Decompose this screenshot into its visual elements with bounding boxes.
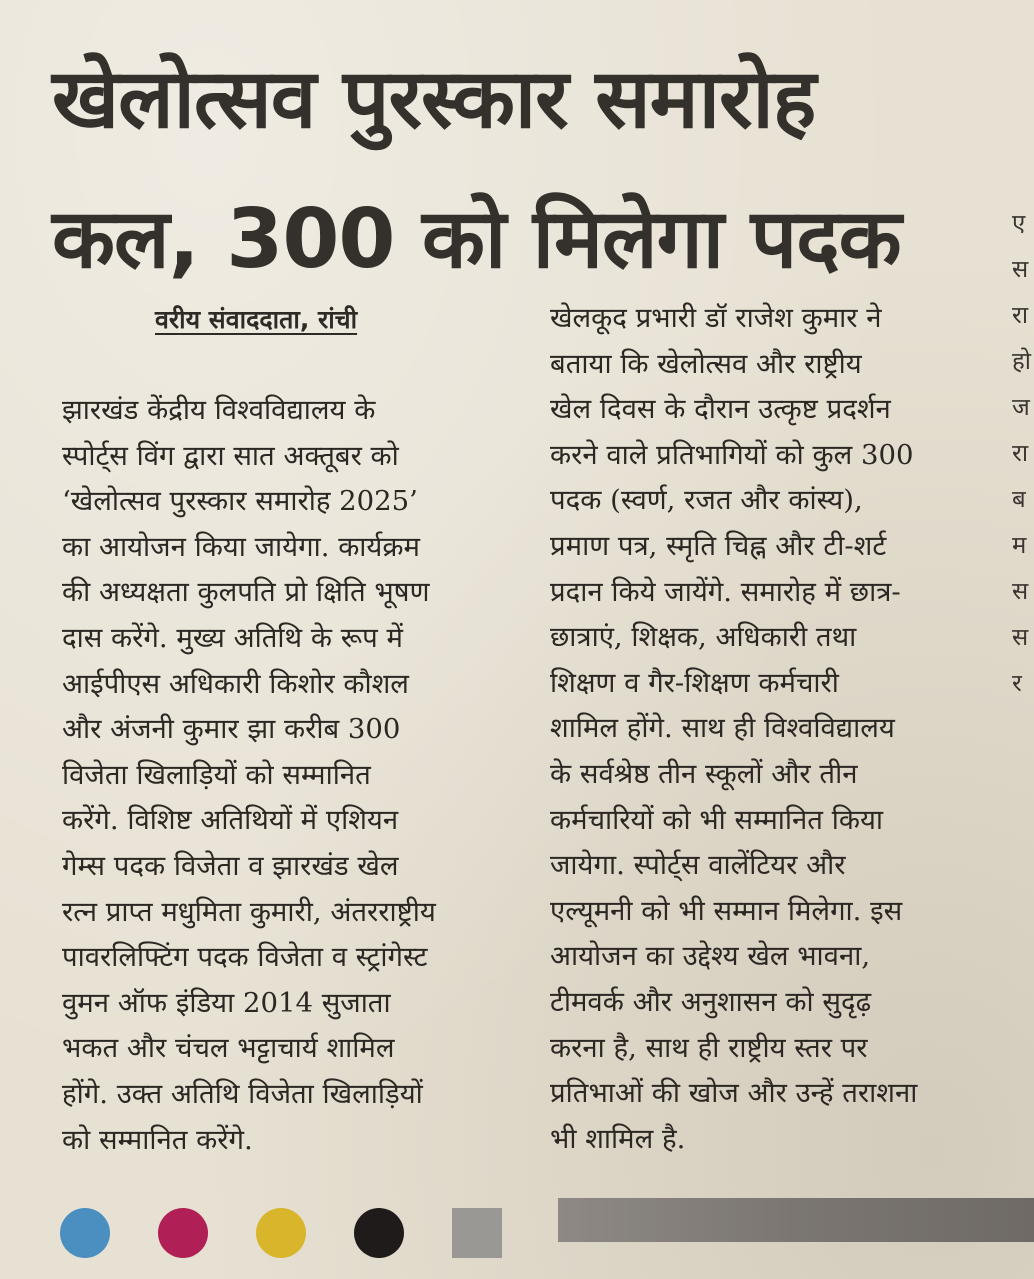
text-line: करेंगे. विशिष्ट अतिथियों में एशियन <box>62 804 399 837</box>
text-line: भी शामिल है. <box>550 1122 686 1155</box>
text-line: एल्यूमनी को भी सम्मान मिलेगा. इस <box>550 894 903 927</box>
text-line: पदक (स्वर्ण, रजत और कांस्य), <box>550 484 863 517</box>
text-line: की अध्यक्षता कुलपति प्रो क्षिति भूषण <box>62 576 430 609</box>
text-line: प्रदान किये जायेंगे. समारोह में छात्र- <box>550 575 901 608</box>
text-line: गेम्स पदक विजेता व झारखंड खेल <box>62 849 399 882</box>
text-line: विजेता खिलाड़ियों को सम्मानित <box>62 758 371 791</box>
text-line: होंगे. उक्त अतिथि विजेता खिलाड़ियों <box>62 1077 423 1110</box>
byline: वरीय संवाददाता, रांची <box>155 305 358 334</box>
text-line: के सर्वश्रेष्ठ तीन स्कूलों और तीन <box>550 757 858 790</box>
text-line: खेल दिवस के दौरान उत्कृष्ट प्रदर्शन <box>550 393 891 426</box>
edge-char: स <box>1012 623 1029 651</box>
text-line: छात्राएं, शिक्षक, अधिकारी तथा <box>550 621 857 654</box>
text-line: दास करेंगे. मुख्य अतिथि के रूप में <box>62 621 403 654</box>
headline-line-1: खेलोत्सव पुरस्कार समारोह <box>52 52 816 147</box>
registration-mark <box>354 1208 404 1258</box>
edge-char: ए <box>1012 209 1026 237</box>
edge-char: र <box>1012 669 1022 697</box>
text-line: करना है, साथ ही राष्ट्रीय स्तर पर <box>550 1031 868 1064</box>
text-line: आईपीएस अधिकारी किशोर कौशल <box>62 667 409 700</box>
text-line: को सम्मानित करेंगे. <box>62 1123 253 1156</box>
text-line: कर्मचारियों को भी सम्मानित किया <box>550 803 884 836</box>
text-line: का आयोजन किया जायेगा. कार्यक्रम <box>62 530 420 563</box>
headline <box>52 30 1002 310</box>
edge-char: स <box>1012 255 1029 283</box>
text-line: शिक्षण व गैर-शिक्षण कर्मचारी <box>550 666 839 699</box>
gray-print-bar <box>558 1198 1034 1242</box>
text-line: ‘खेलोत्सव पुरस्कार समारोह 2025’ <box>62 485 418 518</box>
text-line: प्रतिभाओं की खोज और उन्हें तराशना <box>550 1077 918 1110</box>
edge-char: हो <box>1012 347 1031 375</box>
registration-mark <box>256 1208 306 1258</box>
text-line: पावरलिफ्टिंग पदक विजेता व स्ट्रांगेस्ट <box>62 941 428 974</box>
text-line: टीमवर्क और अनुशासन को सुदृढ़ <box>550 985 872 1018</box>
registration-mark <box>158 1208 208 1258</box>
text-line: करने वाले प्रतिभागियों को कुल 300 <box>550 438 914 471</box>
text-line: जायेगा. स्पोर्ट्स वालेंटियर और <box>550 849 846 882</box>
edge-char: म <box>1012 531 1027 559</box>
text-line: आयोजन का उद्देश्य खेल भावना, <box>550 940 871 973</box>
text-line: शामिल होंगे. साथ ही विश्वविद्यालय <box>550 712 895 745</box>
registration-mark <box>452 1208 502 1258</box>
registration-mark <box>60 1208 110 1258</box>
text-line: झारखंड केंद्रीय विश्वविद्यालय के <box>62 394 376 426</box>
text-line: रत्न प्राप्त मधुमिता कुमारी, अंतरराष्ट्रीय <box>62 895 436 928</box>
text-line: स्पोर्ट्स विंग द्वारा सात अक्तूबर को <box>62 439 399 472</box>
edge-char: ब <box>1012 485 1026 513</box>
text-line: और अंजनी कुमार झा करीब 300 <box>62 713 401 746</box>
edge-char: रा <box>1012 439 1029 467</box>
text-line: भकत और चंचल भट्टाचार्य शामिल <box>62 1032 395 1065</box>
edge-char: स <box>1012 577 1029 605</box>
text-line: प्रमाण पत्र, स्मृति चिह्न और टी-शर्ट <box>550 529 887 562</box>
text-line: खेलकूद प्रभारी डॉ राजेश कुमार ने <box>550 302 882 334</box>
edge-char: ज <box>1012 393 1030 421</box>
article-column-1 <box>62 388 512 1163</box>
edge-char: रा <box>1012 301 1029 329</box>
headline-line-2: कल, 300 को मिलेगा पदक <box>52 192 901 287</box>
article-column-2 <box>550 296 990 1162</box>
text-line: वुमन ऑफ इंडिया 2014 सुजाता <box>62 986 391 1019</box>
adjacent-article-fragment <box>1012 200 1034 697</box>
text-line: बताया कि खेलोत्सव और राष्ट्रीय <box>550 347 862 380</box>
